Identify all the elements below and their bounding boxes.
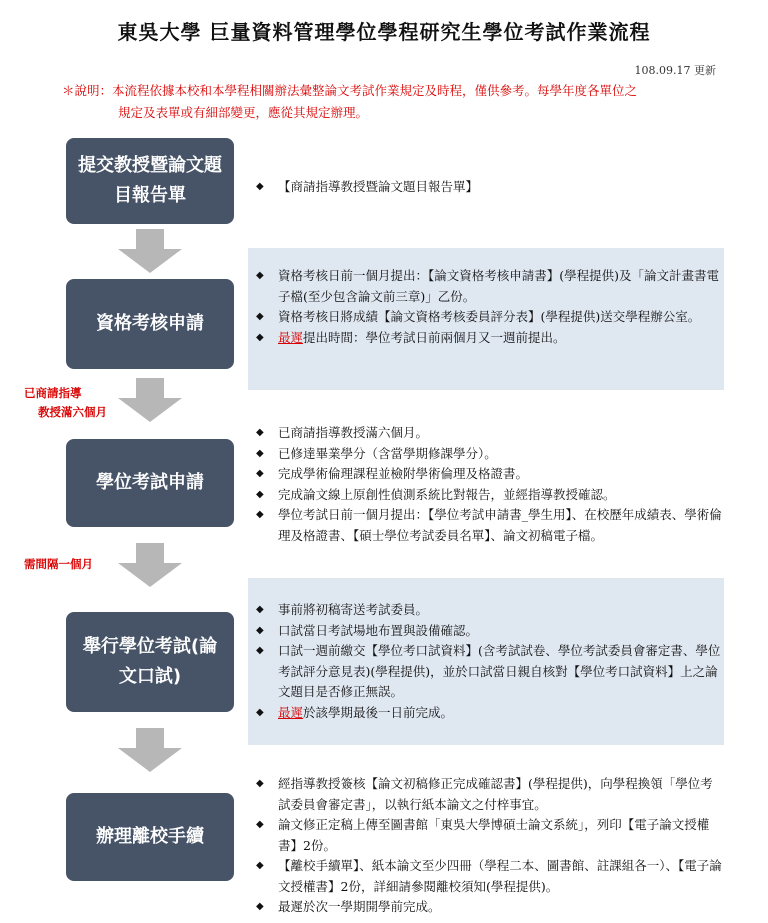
detail-item: ◆ 已商請指導教授滿六個月。 [248,423,724,444]
detail-box-2 [248,248,724,390]
diamond-bullet-icon: ◆ [256,778,264,789]
diamond-bullet-icon: ◆ [256,860,264,871]
diamond-bullet-icon: ◆ [256,311,264,322]
detail-item: ◆ 完成學術倫理課程並檢附學術倫理及格證書。 [248,464,724,485]
detail-item: ◆ 資格考核日將成績【論文資格考核委員評分表】(學程提供)送交學程辦公室。 [248,307,724,328]
detail-item: ◆ 資格考核日前一個月提出：【論文資格考核申請書】(學程提供)及「論文計畫書電子檔(至少包含論文前三章)」乙份。 [256,268,720,304]
diamond-bullet-icon: ◆ [256,447,264,459]
down-arrow-icon [118,728,182,772]
detail-item: ◆ 最遲於該學期最後一日前完成。 [248,703,724,724]
down-arrow-icon [118,229,182,273]
detail-item: ◆ 學位考試日前一個月提出：【學位考試申請書_學生用】、在校歷年成績表、學術倫理及格證書、【碩士學位考試委員名單】、論文初稿電子檔。 [256,507,722,543]
note-line-1: ＊說明：本流程依據本校和本學程相關辦法彙整論文考試作業規定及時程，僅供參考。每學年度各單位之 [62,83,638,98]
detail-box-5 [248,774,724,918]
detail-item: ◆ 【離校手續單】、紙本論文至少四冊（學程二本、圖書館、註課組各一）、【電子論文授權書】2份，詳細請參閱離校須知(學程提供)。 [256,858,722,894]
detail-box-4 [248,578,724,745]
detail-item: ◆ 經指導教授簽核【論文初稿修正完成確認書】(學程提供)，向學程換領「學位考試委員會審定書」，以執行紙本論文之付梓事宜。 [256,776,713,812]
detail-item: ◆ 口試一週前繳交【學位考口試資料】(含考試試卷、學位考試委員會審定書、學位考試評分意見表)(學程提供)，並於口試當日親自核對【學位考口試資料】上之論文題目是否修正無誤。 [256,643,721,699]
detail-item: ◆ 論文修正定稿上傳至圖書館「東吳大學博碩士論文系統」，列印【電子論文授權書】2份。 [256,817,710,853]
diamond-bullet-icon: ◆ [256,706,264,718]
step-box-3 [66,439,234,527]
diamond-bullet-icon: ◆ [256,468,264,479]
down-arrow-icon [118,543,182,587]
detail-item: ◆ 【商請指導教授暨論文題目報告單】 [248,177,724,198]
down-arrow-icon [118,378,182,422]
detail-box-3 [248,423,724,546]
diamond-bullet-icon: ◆ [256,270,264,281]
detail-item: ◆ 最遲於次一學期開學前完成。 [248,897,724,918]
diamond-bullet-icon: ◆ [256,645,264,656]
detail-item: ◆ 最遲提出時間：學位考試日前兩個月又一週前提出。 [248,328,724,349]
diamond-bullet-icon: ◆ [256,331,264,343]
detail-item: ◆ 口試當日考試場地布置與設備確認。 [248,621,724,642]
side-note-line: 教授滿六個月 [38,405,107,419]
step-label-3: 學位考試申請 [96,472,204,493]
note-line-2: 規定及表單或有細部變更，應從其規定辦理。 [118,105,369,120]
explanation-note [62,80,727,124]
step-box-2 [66,279,234,369]
step-box-4 [66,612,234,712]
step-label-1: 提交教授暨論文題目報告單 [78,155,222,206]
step-label-4: 舉行學位考試(論文口試) [82,636,218,687]
side-note-line: 已商請指導 [24,386,82,400]
diamond-bullet-icon: ◆ [256,819,264,830]
page-title: 東吳大學 巨量資料管理學位學程研究生學位考試作業流程 [117,20,651,44]
diamond-bullet-icon: ◆ [256,181,264,192]
step-label-2: 資格考核申請 [96,313,204,334]
step-box-1 [66,138,234,224]
side-note-one-month: 需間隔一個月 [24,557,93,571]
update-date: 108.09.17 更新 [634,64,716,77]
diamond-bullet-icon: ◆ [256,488,264,500]
diamond-bullet-icon: ◆ [256,427,264,438]
detail-item: ◆ 事前將初稿寄送考試委員。 [248,600,724,621]
diamond-bullet-icon: ◆ [256,604,264,615]
step-label-5: 辦理離校手續 [96,826,204,847]
diamond-bullet-icon: ◆ [256,624,264,636]
detail-item: ◆ 完成論文線上原創性偵測系統比對報告，並經指導教授確認。 [248,485,724,506]
detail-item: ◆ 已修達畢業學分（含當學期修課學分）。 [248,444,724,465]
side-note-six-months [24,384,107,422]
detail-box-1 [248,177,724,198]
diamond-bullet-icon: ◆ [256,509,264,520]
diamond-bullet-icon: ◆ [256,901,264,912]
step-box-5 [66,793,234,881]
